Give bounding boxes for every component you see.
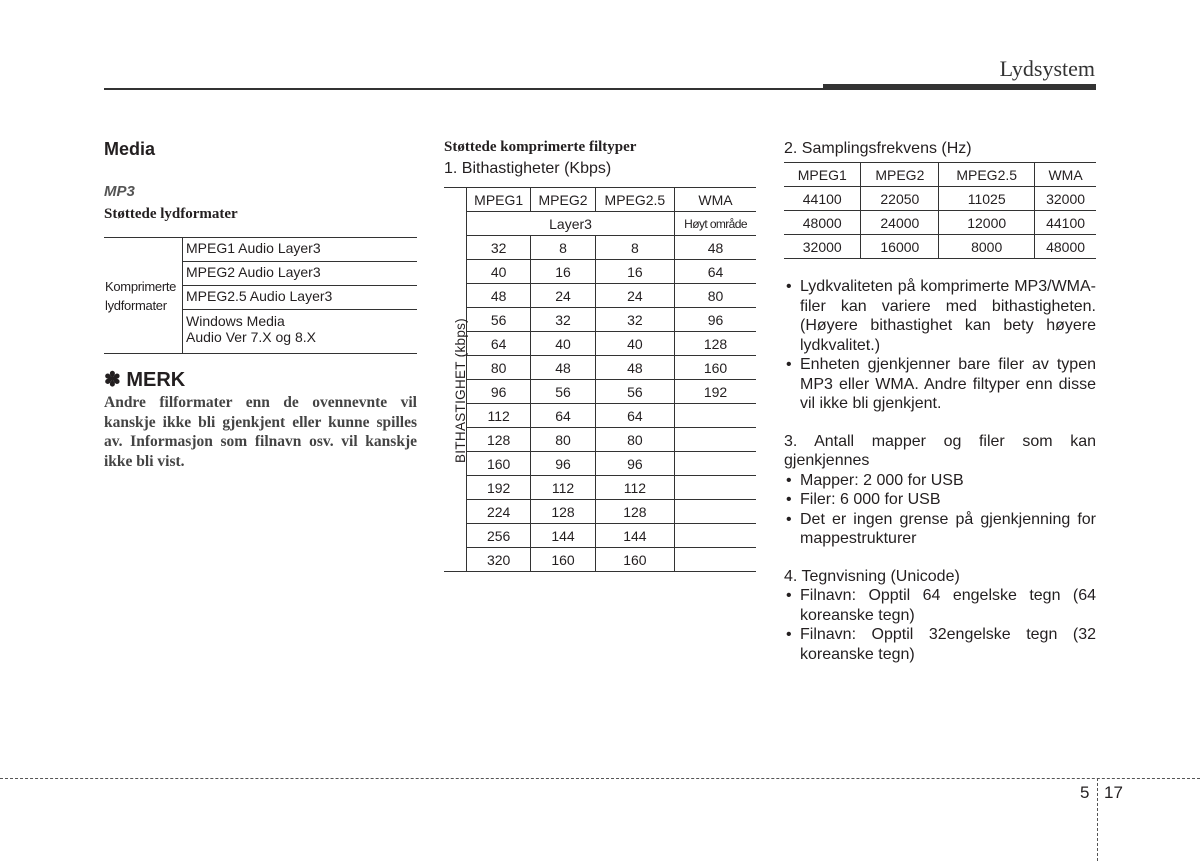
bitrate-cell: 160 [595,548,674,572]
bitrate-cell [675,548,756,572]
column-header: MPEG2 [531,188,595,212]
bitrate-cell: 40 [595,332,674,356]
bitrate-cell: 64 [531,404,595,428]
bitrate-cell: 96 [467,380,531,404]
sampling-cell: 22050 [861,187,939,211]
bitrate-cell: 128 [467,428,531,452]
bitrate-cell: 32 [595,308,674,332]
column-header: MPEG2.5 [595,188,674,212]
chapter-number: 5 [1080,783,1090,802]
bullet-item: • Mapper: 2 000 for USB [784,471,1096,491]
bitrate-cell: 112 [467,404,531,428]
note-title: ✽ MERK [104,369,186,391]
compressed-types-heading: Støttede komprimerte filtyper [444,139,637,155]
sampling-cell: 11025 [939,187,1035,211]
bitrate-cell [675,452,756,476]
audio-formats-table [104,237,417,354]
bitrate-cell: 160 [467,452,531,476]
bitrate-cell: 8 [595,236,674,260]
format-item-wma [183,310,418,354]
format-item: MPEG2 Audio Layer3 [183,262,418,286]
bitrate-cell [675,500,756,524]
footer-rule [0,778,1200,779]
wma-range-label: Høyt område [675,212,756,236]
bitrate-cell: 40 [531,332,595,356]
bullet-item: • Lydkvaliteten på komprimerte MP3/WMA-filer kan variere med bithastigheten. (Høyere bithastighet kan bety høyere lydkvalitet.) [784,277,1096,355]
bitrate-cell: 80 [467,356,531,380]
sampling-cell: 48000 [784,211,861,235]
bitrate-cell: 56 [531,380,595,404]
column-header: WMA [1035,163,1096,187]
bitrate-cell: 48 [675,236,756,260]
column-header: MPEG1 [784,163,861,187]
sampling-cell: 32000 [784,235,861,259]
column-header: MPEG2 [861,163,939,187]
bitrate-cell: 128 [675,332,756,356]
sampling-heading: 2. Samplingsfrekvens (Hz) [784,140,972,157]
bullet-item: • Filnavn: Opptil 64 engelske tegn (64 koreanske tegn) [784,586,1096,625]
bitrate-cell: 56 [595,380,674,404]
bitrate-subheading: 1. Bithastigheter (Kbps) [444,160,612,177]
sampling-cell: 24000 [861,211,939,235]
bitrate-cell: 64 [595,404,674,428]
bitrate-cell [675,404,756,428]
bitrate-cell: 80 [531,428,595,452]
format-item-line: Windows Media [186,313,285,329]
format-item: MPEG1 Audio Layer3 [183,238,418,262]
bitrate-cell: 56 [467,308,531,332]
bitrate-table [444,187,756,572]
bitrate-cell: 64 [675,260,756,284]
format-item: MPEG2.5 Audio Layer3 [183,286,418,310]
sampling-cell: 32000 [1035,187,1096,211]
layer-label: Layer3 [467,212,675,236]
mp3-subheading: MP3 [104,183,135,200]
bitrate-cell: 96 [675,308,756,332]
bitrate-cell [675,428,756,452]
bitrate-cell: 8 [531,236,595,260]
media-heading: Media [104,139,156,159]
bitrate-cell: 48 [595,356,674,380]
bitrate-cell: 24 [531,284,595,308]
bitrate-cell: 192 [467,476,531,500]
footer-divider [1097,778,1098,861]
section-title: Lydsystem [999,56,1095,81]
bitrate-cell: 112 [595,476,674,500]
column-header: MPEG1 [467,188,531,212]
sampling-table [784,162,1096,259]
bitrate-cell: 112 [531,476,595,500]
bullet-item: • Filer: 6 000 for USB [784,490,1096,510]
bitrate-cell: 24 [595,284,674,308]
bitrate-cell: 144 [595,524,674,548]
sampling-cell: 48000 [1035,235,1096,259]
bitrate-cell [675,524,756,548]
bitrate-cell: 320 [467,548,531,572]
bitrate-cell: 16 [531,260,595,284]
bitrate-cell: 224 [467,500,531,524]
bitrate-cell: 80 [595,428,674,452]
bitrate-cell: 192 [675,380,756,404]
bitrate-cell: 80 [675,284,756,308]
column-header: WMA [675,188,756,212]
bitrate-cell: 48 [467,284,531,308]
sampling-cell: 12000 [939,211,1035,235]
bitrate-cell: 128 [531,500,595,524]
sampling-cell: 44100 [1035,211,1096,235]
page-number: 17 [1104,783,1123,802]
bitrate-cell [675,476,756,500]
bitrate-cell: 40 [467,260,531,284]
bitrate-cell: 64 [467,332,531,356]
bitrate-cell: 160 [531,548,595,572]
notes-block [784,277,1096,664]
sampling-cell: 8000 [939,235,1035,259]
bitrate-cell: 256 [467,524,531,548]
bullet-item: • Filnavn: Opptil 32engelske tegn (32 koreanske tegn) [784,625,1096,664]
bitrate-cell: 48 [531,356,595,380]
bitrate-cell: 96 [531,452,595,476]
bitrate-cell: 160 [675,356,756,380]
section4-title: 4. Tegnvisning (Unicode) [784,567,960,585]
bitrate-cell: 32 [467,236,531,260]
header-rule [104,88,1096,90]
bitrate-axis-label: BITHASTIGHET (kbps) [453,318,468,463]
bitrate-cell: 128 [595,500,674,524]
note-text: Andre filformater enn de ovennevnte vil kanskje ikke bli gjenkjent eller kunne spilles av. Informasjon som filnavn osv. vil kanskje ikke bli vist. [104,394,417,470]
bullet-item: • Enheten gjenkjenner bare filer av typen MP3 eller WMA. Andre filtyper enn disse vil ikke bli gjenkjent. [784,355,1096,414]
sampling-cell: 44100 [784,187,861,211]
column-header: MPEG2.5 [939,163,1035,187]
supported-formats-title: Støttede lydformater [104,206,238,222]
formats-group-label: Komprimerte lydformater [105,278,177,313]
bullet-item: • Det er ingen grense på gjenkjenning for mappestrukturer [784,510,1096,549]
bitrate-cell: 144 [531,524,595,548]
bitrate-cell: 16 [595,260,674,284]
bitrate-cell: 32 [531,308,595,332]
bitrate-cell: 96 [595,452,674,476]
format-item-line: Audio Ver 7.X og 8.X [186,329,316,345]
section3-title: 3. Antall mapper og filer som kan gjenkjennes [784,432,1096,469]
sampling-cell: 16000 [861,235,939,259]
